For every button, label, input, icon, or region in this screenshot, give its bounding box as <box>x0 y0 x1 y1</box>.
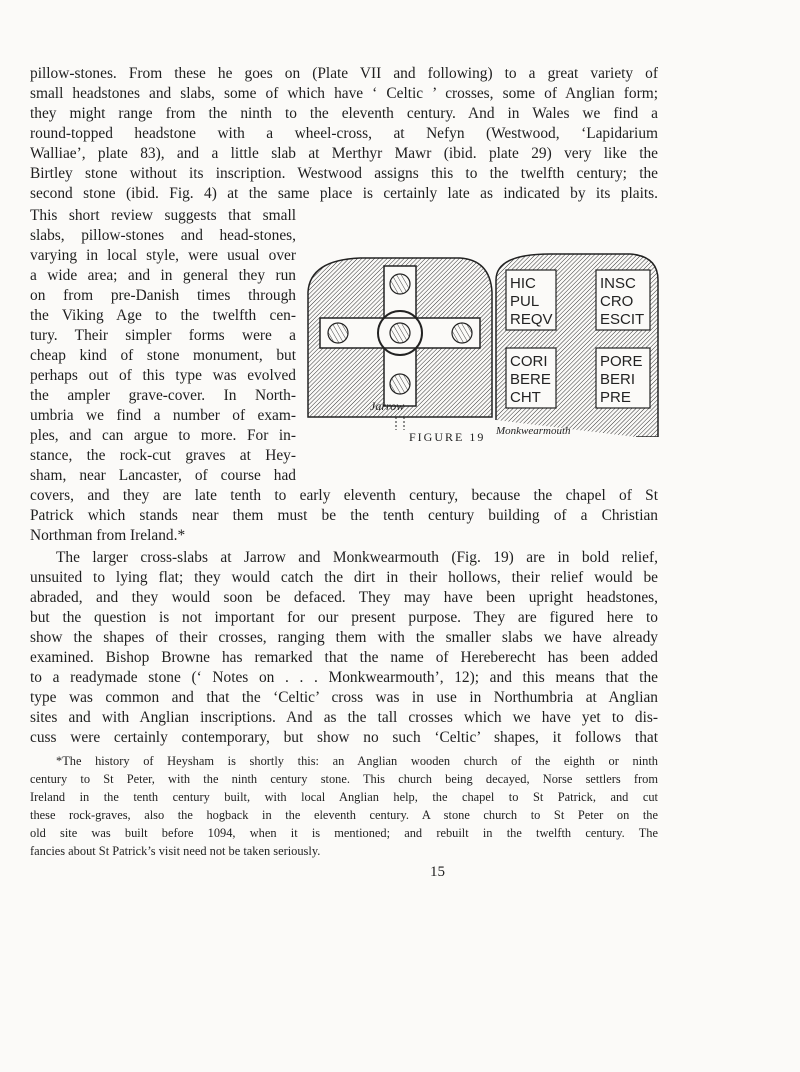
text-line: the ampler grave-cover. In North- <box>30 387 296 404</box>
text-line: The larger cross-slabs at Jarrow and Monkwearmouth (Fig. 19) are in bold relief, <box>56 549 658 566</box>
text-line: slabs, pillow-stones and head-stones, <box>30 227 296 244</box>
footnote-line: Ireland in the tenth century built, with local Anglian help, the chapel to St Patrick, and cut <box>30 790 658 804</box>
text-line: second stone (ibid. Fig. 4) at the same place is certainly late as indicated by its plaits. <box>30 185 658 202</box>
text-line: small headstones and slabs, some of which have ‘ Celtic ’ crosses, some of Anglian form; <box>30 85 658 102</box>
figure-caption: FIGURE 19 <box>409 430 486 444</box>
figure-label-monkwearmouth: Monkwearmouth <box>496 425 571 437</box>
inscription-text: INSC <box>600 275 636 292</box>
figure-label-jarrow: Jarrow <box>370 399 405 413</box>
text-line: abraded, and they would soon be defaced. They may have been upright headstones, <box>30 589 658 606</box>
text-line: varying in local style, were usual over <box>30 247 296 264</box>
text-line: show the shapes of their crosses, ranging them with the smaller slabs we have already <box>30 629 658 646</box>
text-line: on from pre-Danish times through <box>30 287 296 304</box>
text-line: to a readymade stone (‘ Notes on . . . Monkwearmouth’, 12); and this means that the <box>30 669 658 686</box>
inscription-text: CHT <box>510 389 541 406</box>
footnote-line: old site was built before 1094, when it is mentioned; and rebuilt in the twelfth century. The <box>30 826 658 840</box>
text-line: they might range from the ninth to the eleventh century. And in Wales we find a <box>30 105 658 122</box>
footnote-line: fancies about St Patrick’s visit need not be taken seriously. <box>30 844 321 858</box>
monkwearmouth-slab <box>496 254 658 437</box>
text-line: round-topped headstone with a wheel-cross, at Nefyn (Westwood, ‘Lapidarium <box>30 125 658 142</box>
figure-19-illustration <box>300 252 660 437</box>
text-line: unsuited to lying flat; they would catch the dirt in their hollows, their relief would be <box>30 569 658 586</box>
page-number: 15 <box>430 864 445 880</box>
text-line: cheap kind of stone monument, but <box>30 347 296 364</box>
text-line: sites and with Anglian inscriptions. And as the tall crosses which we have yet to dis- <box>30 709 658 726</box>
text-line: but the question is not important for our present purpose. They are figured here to <box>30 609 658 626</box>
text-line: This short review suggests that small <box>30 207 296 224</box>
text-line: examined. Bishop Browne has remarked that the name of Hereberecht has been added <box>30 649 658 666</box>
inscription-text: REQV <box>510 311 553 328</box>
inscription-text: PORE <box>600 353 643 370</box>
text-line: covers, and they are late tenth to early eleventh century, because the chapel of St <box>30 487 658 504</box>
inscription-text: CRO <box>600 293 634 310</box>
text-line: tury. Their simpler forms were a <box>30 327 296 344</box>
text-line: Walliae’, plate 83), and a little slab at Merthyr Mawr (ibid. plate 29) very like the <box>30 145 658 162</box>
inscription-text: PUL <box>510 293 540 310</box>
text-line: umbria we find a number of exam- <box>30 407 296 424</box>
text-line: Birtley stone without its inscription. Westwood assigns this to the twelfth century; the <box>30 165 658 182</box>
text-line: Northman from Ireland.* <box>30 527 186 544</box>
text-line: pillow-stones. From these he goes on (Plate VII and following) to a great variety of <box>30 65 658 82</box>
inscription-text: BERI <box>600 371 636 388</box>
text-line: perhaps out of this type was evolved <box>30 367 296 384</box>
footnote-line: century to St Peter, with the ninth century stone. This church being decayed, Norse settlers from <box>30 772 658 786</box>
text-line: Patrick which stands near them must be the tenth century building of a Christian <box>30 507 658 524</box>
text-line: a wide area; and in general they run <box>30 267 296 284</box>
footnote-line: *The history of Heysham is shortly this: an Anglian wooden church of the eighth or ninth <box>56 754 658 768</box>
inscription-text: HIC <box>510 275 536 292</box>
text-line: type was common and that the ‘Celtic’ cross was in use in Northumbria at Anglian <box>30 689 658 706</box>
text-line: sham, near Lancaster, of course had <box>30 467 296 484</box>
inscription-text: CORI <box>510 353 548 370</box>
footnote-line: these rock-graves, also the hogback in the eleventh century. A stone church to St Peter on the <box>30 808 658 822</box>
text-line: the Viking Age to the twelfth cen- <box>30 307 296 324</box>
inscription-text: PRE <box>600 389 631 406</box>
text-line: cuss were certainly contemporary, but show no such ‘Celtic’ shapes, it follows that <box>30 729 658 746</box>
text-line: ples, and can argue to more. For in- <box>30 427 296 444</box>
inscription-text: ESCIT <box>600 311 645 328</box>
inscription-text: BERE <box>510 371 551 388</box>
text-line: stance, the rock-cut graves at Hey- <box>30 447 296 464</box>
